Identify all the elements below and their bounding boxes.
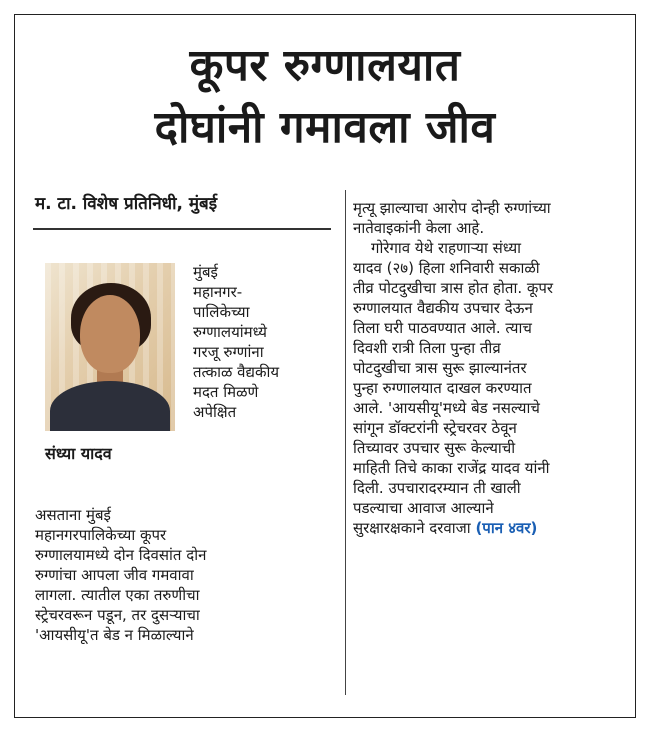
text-line: आले. 'आयसीयू'मध्ये बेड नसल्याचे xyxy=(353,399,540,417)
portrait-photo xyxy=(45,263,175,431)
headline-line-2: दोघांनी गमावला जीव xyxy=(154,102,496,153)
text-line: पुन्हा रुग्णालयात दाखल करण्यात xyxy=(353,379,532,397)
text-line: माहिती तिचे काका राजेंद्र यादव यांनी xyxy=(353,459,550,477)
text-line: सुरक्षारक्षकाने दरवाजा xyxy=(353,519,471,537)
text-line: मदत मिळणे xyxy=(193,383,259,401)
text-line: रुग्णांचा आपला जीव गमवावा xyxy=(35,566,194,584)
body-text-left-column xyxy=(35,505,331,645)
text-line: गोरेगाव येथे राहणाऱ्या संध्या xyxy=(371,239,522,257)
text-line: रुग्णालयांमध्ये xyxy=(193,323,267,341)
text-line: सांगून डॉक्टरांनी स्ट्रेचरवर ठेवून xyxy=(353,419,517,437)
text-line: असताना मुंबई xyxy=(35,506,111,524)
text-line: 'आयसीयू'त बेड न मिळाल्याने xyxy=(35,626,194,644)
body-text-beside-photo xyxy=(193,262,333,422)
text-line: पडल्याचा आवाज आल्याने xyxy=(353,499,494,517)
text-line: महानगर- xyxy=(193,283,243,301)
column-divider xyxy=(345,190,346,695)
photo-caption: संध्या यादव xyxy=(45,444,112,463)
text-line: रुग्णालयामध्ये दोन दिवसांत दोन xyxy=(35,546,207,564)
text-line: लागला. त्यातील एका तरुणीचा xyxy=(35,586,200,604)
text-line: तीव्र पोटदुखीचा त्रास होत होता. कूपर xyxy=(353,279,554,297)
headline xyxy=(15,35,635,159)
byline: म. टा. विशेष प्रतिनिधी, मुंबई xyxy=(35,194,218,214)
text-line: दिवशी रात्री तिला पुन्हा तीव्र xyxy=(353,339,501,357)
text-line: रुग्णालयात वैद्यकीय उपचार देऊन xyxy=(353,299,533,317)
text-line: महानगरपालिकेच्या कूपर xyxy=(35,526,167,544)
text-line: स्ट्रेचरवरून पडून, तर दुसऱ्याचा xyxy=(35,606,200,624)
text-line: अपेक्षित xyxy=(193,403,237,421)
text-line-last xyxy=(353,518,623,538)
byline-rule xyxy=(33,228,331,230)
text-line: दिली. उपचारादरम्यान ती खाली xyxy=(353,479,521,497)
text-line: पालिकेच्या xyxy=(193,303,250,321)
text-line: गरजू रुग्णांना xyxy=(193,343,264,361)
text-line: नातेवाइकांनी केला आहे. xyxy=(353,219,485,237)
text-line: यादव (२७) हिला शनिवारी सकाळी xyxy=(353,259,540,277)
text-line: मुंबई xyxy=(193,263,218,281)
body-text-right-column xyxy=(353,198,623,538)
text-line: पोटदुखीचा त्रास सुरू झाल्यानंतर xyxy=(353,359,527,377)
text-line: तिच्यावर उपचार सुरू केल्याची xyxy=(353,439,516,457)
continued-on-page-link[interactable]: (पान ४वर) xyxy=(475,519,538,537)
article-frame xyxy=(14,14,636,718)
headline-line-1: कूपर रुग्णालयात xyxy=(189,40,461,91)
text-line: तत्काळ वैद्यकीय xyxy=(193,363,280,381)
text-line: मृत्यू झाल्याचा आरोप दोन्ही रुग्णांच्या xyxy=(353,199,551,217)
text-line: तिला घरी पाठवण्यात आले. त्याच xyxy=(353,319,532,337)
